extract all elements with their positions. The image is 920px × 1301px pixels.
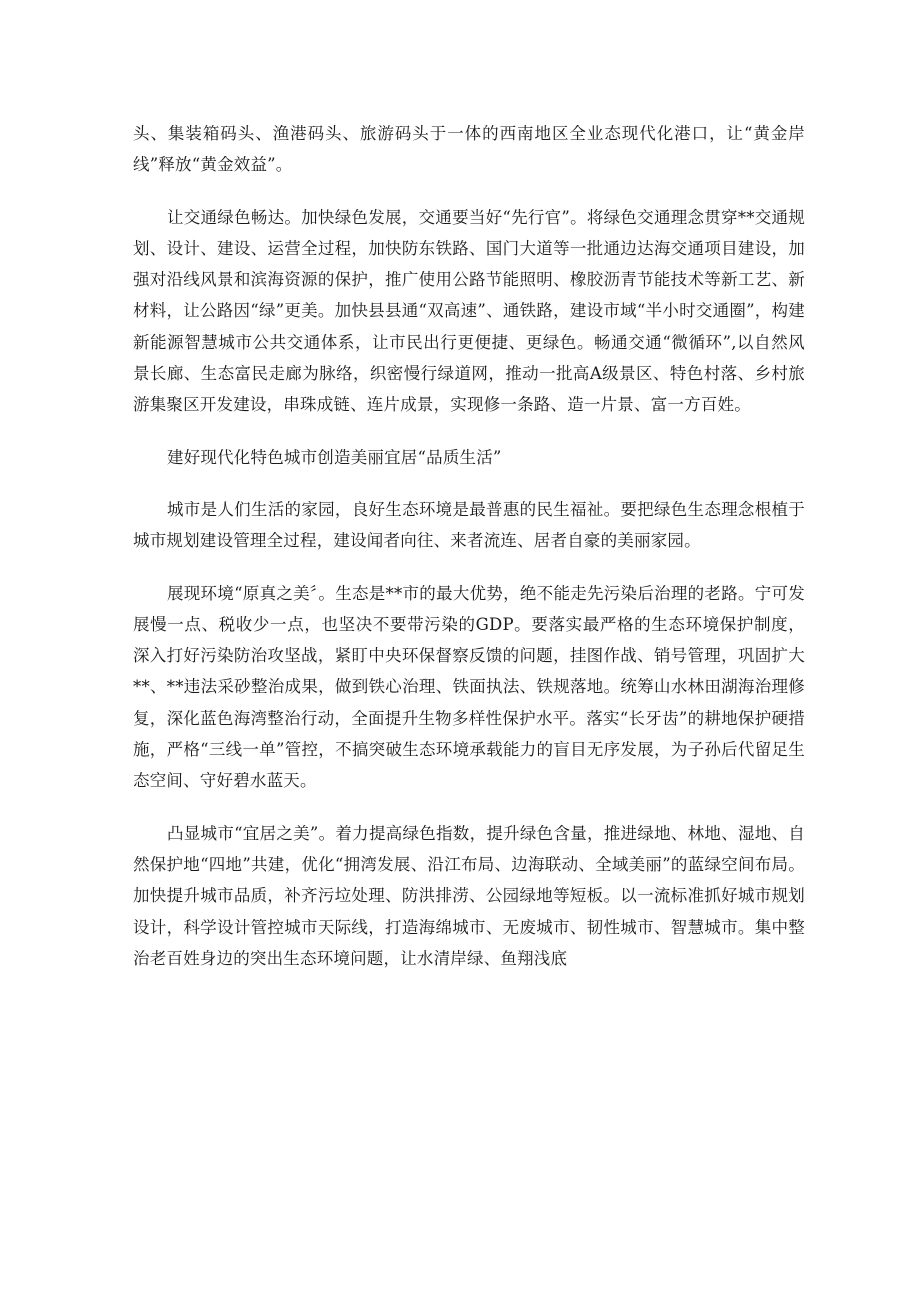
paragraph-city-home: 城市是人们生活的家园，良好生态环境是最普惠的民生福祉。要把绿色生态理念根植于城市规划建设管理全过程，建设闻者向往、来者流连、居者自豪的美丽家园。 xyxy=(133,499,805,551)
section-heading-quality-life: 建好现代化特色城市创造美丽宜居“品质生活” xyxy=(167,447,502,467)
document-page xyxy=(133,118,805,995)
paragraph-livable-beauty: 凸显城市“宜居之美”。着力提高绿色指数，提升绿色含量，推进绿地、林地、湿地、自然保护地“四地”共建，优化“拥湾发展、沿江布局、边海联动、全域美丽”的蓝绿空间布局。加快提升城市品质，补齐污垃处理、防洪排涝、公园绿地等短板。以一流标准抓好城市规划设计，科学设计管控城市天际线，打造海绵城市、无废城市、韧性城市、智慧城市。集中整治老百姓身边的突出生态环境问题，让水清岸绿、鱼翔浅底 xyxy=(133,823,805,968)
paragraph-original-beauty: 展现环境“原真之美〞。生态是**市的最大优势，绝不能走先污染后治理的老路。宁可发展慢一点、税收少一点，也坚决不要带污染的GDP。要落实最严格的生态环境保护制度，深入打好污染防治攻坚战，紧盯中央环保督察反馈的问题，挂图作战、销号管理，巩固扩大**、**违法采砂整治成果，做到铁心治理、铁面执法、铁规落地。统筹山水林田湖海治理修复，深化蓝色海湾整治行动，全面提升生物多样性保护水平。落实“长牙齿”的耕地保护硬措施，严格“三线一单”管控，不搞突破生态环境承载能力的盲目无序发展，为子孙后代留足生态空间、守好碧水蓝天。 xyxy=(133,583,805,791)
paragraph-green-transport: 让交通绿色畅达。加快绿色发展，交通要当好“先行官”。将绿色交通理念贯穿**交通规划、设计、建设、运营全过程，加快防东铁路、国门大道等一批通边达海交通项目建设，加强对沿线风景和滨海资源的保护，推广使用公路节能照明、橡胶沥青节能技术等新工艺、新材料，让公路因“绿”更美。加快县县通“双高速”、通铁路，建设市域“半小时交通圈”，构建新能源智慧城市公共交通体系，让市民出行更便捷、更绿色。畅通交通“微循环”,以自然风景长廊、生态富民走廊为脉络，织密慢行绿道网，推动一批高A级景区、特色村落、乡村旅游集聚区开发建设，串珠成链、连片成景，实现修一条路、造一片景、富一方百姓。 xyxy=(133,207,805,415)
paragraph-port-continuation: 头、集装箱码头、渔港码头、旅游码头于一体的西南地区全业态现代化港口，让“黄金岸线”释放“黄金效益”。 xyxy=(133,124,805,175)
